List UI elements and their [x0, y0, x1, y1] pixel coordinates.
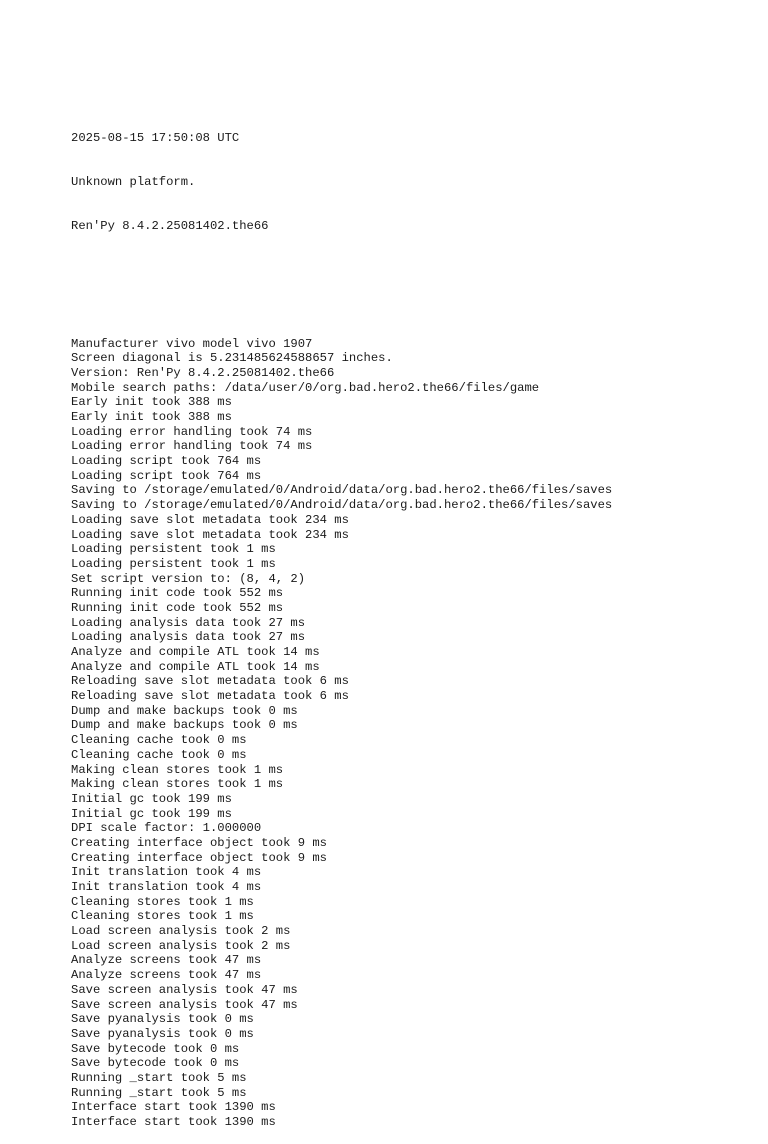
log-line: Loading persistent took 1 ms: [71, 542, 276, 557]
log-line: Loading script took 764 ms: [71, 468, 262, 483]
log-line: Set script version to: (8, 4, 2): [71, 571, 306, 586]
log-line: Init translation took 4 ms: [71, 865, 262, 880]
log-line: Manufacturer vivo model vivo 1907: [71, 336, 313, 351]
log-line: Interface start took 1390 ms: [71, 1115, 276, 1130]
log-line: Loading analysis data took 27 ms: [71, 615, 306, 630]
log-line: Save pyanalysis took 0 ms: [71, 1012, 254, 1027]
log-blank-line: [71, 293, 612, 308]
log-line: Initial gc took 199 ms: [71, 791, 232, 806]
log-document: [71, 72, 612, 1144]
log-line: Save pyanalysis took 0 ms: [71, 1026, 254, 1041]
log-line: Mobile search paths: /data/user/0/org.bad.hero2.the66/files/game: [71, 380, 540, 395]
log-line: Loading save slot metadata took 234 ms: [71, 527, 349, 542]
log-line: Load screen analysis took 2 ms: [71, 924, 291, 939]
log-line: Creating interface object took 9 ms: [71, 850, 327, 865]
log-line: Save bytecode took 0 ms: [71, 1041, 240, 1056]
log-line: Saving to /storage/emulated/0/Android/data/org.bad.hero2.the66/files/saves: [71, 498, 613, 513]
log-line: Load screen analysis took 2 ms: [71, 938, 291, 953]
log-line: Running init code took 552 ms: [71, 586, 284, 601]
log-line: Reloading save slot metadata took 6 ms: [71, 689, 349, 704]
log-line: Loading analysis data took 27 ms: [71, 630, 306, 645]
log-line: Loading error handling took 74 ms: [71, 439, 313, 454]
log-line: Dump and make backups took 0 ms: [71, 703, 298, 718]
log-line: Version: Ren'Py 8.4.2.25081402.the66: [71, 365, 335, 380]
log-line: Running _start took 5 ms: [71, 1070, 247, 1085]
log-line: DPI scale factor: 1.000000: [71, 821, 262, 836]
log-line: Analyze and compile ATL took 14 ms: [71, 645, 320, 660]
log-line: Early init took 388 ms: [71, 410, 232, 425]
log-line: Running _start took 5 ms: [71, 1085, 247, 1100]
log-line: Loading script took 764 ms: [71, 454, 262, 469]
log-line: Cleaning stores took 1 ms: [71, 894, 254, 909]
log-line: Creating interface object took 9 ms: [71, 835, 327, 850]
log-line: Dump and make backups took 0 ms: [71, 718, 298, 733]
log-line: Analyze screens took 47 ms: [71, 953, 262, 968]
log-line: Loading persistent took 1 ms: [71, 556, 276, 571]
log-line: Interface start took 1390 ms: [71, 1100, 276, 1115]
log-line: Cleaning cache took 0 ms: [71, 747, 247, 762]
log-line: Making clean stores took 1 ms: [71, 762, 284, 777]
log-line: Save screen analysis took 47 ms: [71, 982, 298, 997]
log-line: Initial gc took 199 ms: [71, 806, 232, 821]
log-line: Early init took 388 ms: [71, 395, 232, 410]
log-line: Analyze screens took 47 ms: [71, 968, 262, 983]
log-line: Init translation took 4 ms: [71, 880, 262, 895]
log-header: [71, 101, 612, 263]
log-timestamp: 2025-08-15 17:50:08 UTC: [71, 130, 240, 145]
log-line: Cleaning stores took 1 ms: [71, 909, 254, 924]
log-renpy-version: Ren'Py 8.4.2.25081402.the66: [71, 219, 269, 233]
log-line: Save bytecode took 0 ms: [71, 1056, 240, 1071]
log-line: Screen diagonal is 5.231485624588657 inches.: [71, 351, 393, 366]
log-line: Loading save slot metadata took 234 ms: [71, 512, 349, 527]
log-line: Loading error handling took 74 ms: [71, 424, 313, 439]
log-line: Save screen analysis took 47 ms: [71, 997, 298, 1012]
log-platform: Unknown platform.: [71, 174, 196, 189]
log-line: Cleaning cache took 0 ms: [71, 733, 247, 748]
log-line: Reloading save slot metadata took 6 ms: [71, 674, 349, 689]
log-body: [71, 337, 612, 1130]
log-line: Saving to /storage/emulated/0/Android/data/org.bad.hero2.the66/files/saves: [71, 483, 613, 498]
log-line: Analyze and compile ATL took 14 ms: [71, 659, 320, 674]
log-line: Running init code took 552 ms: [71, 600, 284, 615]
log-line: Making clean stores took 1 ms: [71, 777, 284, 792]
